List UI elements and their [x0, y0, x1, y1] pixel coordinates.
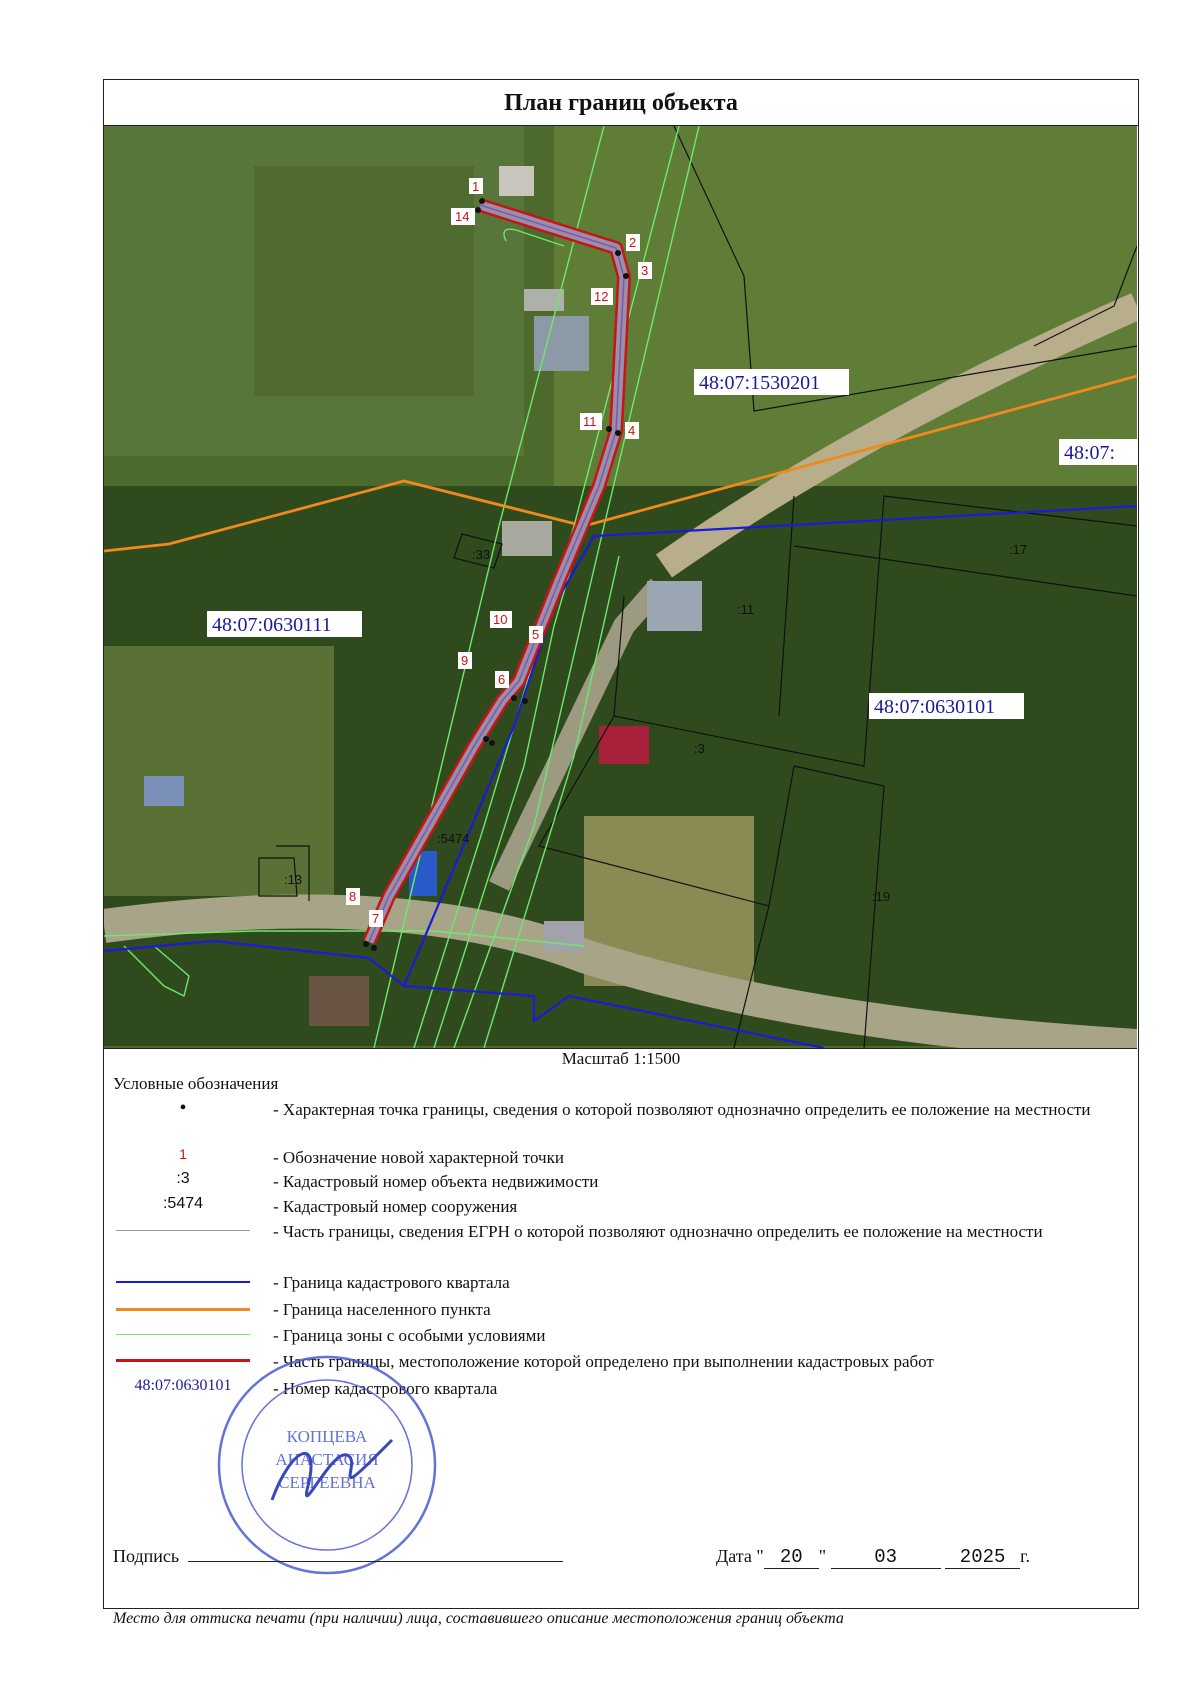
settlement-border-line [116, 1308, 250, 1311]
svg-text:5: 5 [532, 627, 540, 642]
quarter-border-line [116, 1281, 250, 1283]
svg-text:2: 2 [629, 235, 637, 250]
field-area [554, 126, 1137, 486]
svg-text:12: 12 [594, 289, 609, 304]
garden-plot [254, 166, 474, 396]
point-label-10 [490, 611, 512, 628]
legend-item-structure-number [113, 1195, 1123, 1219]
quarter-label-0630111 [207, 611, 362, 637]
document-frame [103, 79, 1139, 1627]
legend-item-text: - Граница кадастрового квартала [273, 1273, 510, 1292]
building [499, 166, 534, 196]
legend-item-text: - Кадастровый номер объекта недвижимости [273, 1172, 599, 1191]
cadastral-map [104, 126, 1137, 1049]
point-label-3 [638, 262, 652, 279]
svg-text:48:07:: 48:07: [1064, 442, 1116, 464]
svg-text:48:07:0630101: 48:07:0630101 [874, 696, 996, 718]
point-label-9 [458, 652, 472, 669]
svg-text:11: 11 [583, 414, 597, 429]
building [544, 921, 584, 951]
quarter-label-0630101 [869, 693, 1024, 719]
parcel-label: :17 [1009, 542, 1028, 557]
svg-text:3: 3 [641, 263, 649, 278]
legend-item-text: - Характерная точка границы, сведения о которой позволяют однозначно определить ее положение на местности [273, 1100, 1091, 1119]
stamp-text-line: СЕРГЕЕВНА [278, 1473, 376, 1492]
date-field: Дата " 20 " 03 2025 г. [716, 1546, 1030, 1568]
svg-text:1: 1 [472, 179, 480, 194]
legend-item-text: - Обозначение новой характерной точки [273, 1148, 564, 1167]
legend-item-text: - Кадастровый номер сооружения [273, 1197, 518, 1216]
point-symbol: • [179, 1097, 187, 1119]
legend-item-egrn-boundary [113, 1220, 1123, 1268]
signature-row [113, 1546, 1123, 1567]
date-year-suffix: г. [1020, 1546, 1030, 1566]
legend-item-text: - Граница зоны с особыми условиями [273, 1326, 546, 1345]
date-year: 2025 [945, 1546, 1020, 1569]
point-label-4 [625, 422, 639, 439]
svg-text:48:07:1530201: 48:07:1530201 [699, 372, 821, 394]
point-label-6 [495, 671, 509, 688]
legend-item-parcel-number [113, 1170, 1123, 1194]
point-label-5 [529, 626, 543, 643]
parcel-label: :13 [284, 872, 303, 887]
legend-item-settlement-border [113, 1298, 1123, 1322]
svg-text:8: 8 [349, 889, 357, 904]
date-month: 03 [831, 1546, 941, 1569]
signature-line [188, 1561, 563, 1562]
egrn-boundary-line [116, 1230, 250, 1231]
building [502, 521, 552, 556]
map-svg [104, 126, 1137, 1048]
parcel-label: :33 [472, 547, 491, 562]
parcel-label: :19 [872, 889, 891, 904]
svg-text:7: 7 [372, 911, 380, 926]
legend-title: Условные обозначения [113, 1074, 279, 1093]
point-label-1 [469, 178, 483, 194]
building [599, 726, 649, 764]
clearing-west [104, 646, 334, 896]
legend-item-text: - Граница населенного пункта [273, 1300, 491, 1319]
point-label-12 [591, 288, 613, 305]
legend-item-new-point [113, 1146, 1123, 1170]
parcel-number-symbol: :3 [176, 1170, 190, 1187]
new-point-symbol: 1 [179, 1146, 187, 1162]
parcel-label: :11 [737, 602, 755, 617]
date-day: 20 [764, 1546, 819, 1569]
legend-item-special-zone [113, 1324, 1123, 1348]
parcel-label: :3 [694, 741, 705, 756]
quarter-label-partial [1059, 439, 1137, 465]
quarter-number-symbol: 48:07:0630101 [134, 1377, 232, 1394]
svg-text:9: 9 [461, 653, 469, 668]
legend-item-text: - Часть границы, местоположение которой определено при выполнении кадастровых работ [273, 1352, 934, 1371]
signature-label: Подпись [113, 1546, 180, 1566]
point-label-2 [626, 234, 640, 251]
legend-item-quarter-border [113, 1271, 1123, 1295]
quarter-label-1530201 [694, 369, 849, 395]
svg-text:10: 10 [493, 612, 508, 627]
date-label: Дата [716, 1546, 752, 1566]
point-label-8 [346, 888, 360, 905]
stamp-text-line: АНАСТАСИЯ [275, 1450, 379, 1469]
stamp-place-note: Место для оттиска печати (при наличии) лица, составившего описание местоположения границ объекта [113, 1610, 844, 1627]
legend-item-text: - Номер кадастрового квартала [273, 1379, 498, 1398]
map-scale: Масштаб 1:1500 [561, 1049, 681, 1068]
point-label-14 [451, 208, 475, 225]
point-label-7 [369, 910, 383, 927]
stamp-text-line: КОПЦЕВА [286, 1427, 368, 1446]
special-zone-line [116, 1334, 250, 1335]
svg-text:48:07:0630111: 48:07:0630111 [212, 614, 332, 636]
structure-number-symbol: :5474 [162, 1195, 204, 1212]
building [144, 776, 184, 806]
legend-item-text: - Часть границы, сведения ЕГРН о которой позволяют однозначно определить ее положение на местности [273, 1222, 1043, 1241]
legend-item-point [113, 1098, 1123, 1144]
svg-text:14: 14 [455, 209, 470, 224]
building [647, 581, 702, 631]
building [309, 976, 369, 1026]
parcel-label: :5474 [437, 831, 470, 846]
point-label-11 [580, 413, 602, 430]
svg-text:4: 4 [628, 423, 636, 438]
page-title: План границ объекта [104, 80, 1138, 126]
svg-text:6: 6 [498, 672, 506, 687]
